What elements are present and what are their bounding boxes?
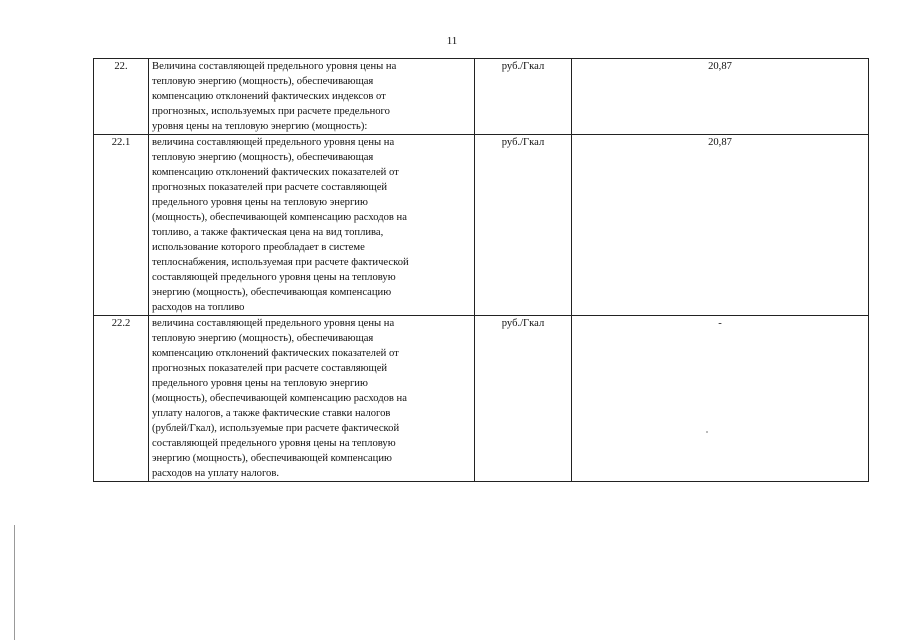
row-unit: руб./Гкал xyxy=(475,59,572,135)
scan-speck xyxy=(706,431,708,433)
description-line: предельного уровня цены на тепловую энергию xyxy=(152,378,368,389)
description-line: прогнозных, используемых при расчете предельного xyxy=(152,106,390,117)
description-line: прогнозных показателей при расчете составляющей xyxy=(152,182,388,193)
row-unit: руб./Гкал xyxy=(475,135,572,316)
description-line: составляющей предельного уровня цены на тепловую xyxy=(152,272,396,283)
description-line: (рублей/Гкал), используемые при расчете фактической xyxy=(152,423,400,434)
description-line: использование которого преобладает в системе xyxy=(152,242,365,253)
row-description xyxy=(149,135,475,316)
description-line: топливо, а также фактическая цена на вид топлива, xyxy=(152,227,384,238)
description-line: тепловую энергию (мощность), обеспечивающая xyxy=(152,152,374,163)
description-line: Величина составляющей предельного уровня цены на xyxy=(152,61,397,72)
row-number: 22.1 xyxy=(94,135,149,316)
description-line: величина составляющей предельного уровня цены на xyxy=(152,137,395,148)
row-number: 22.2 xyxy=(94,316,149,482)
row-value: 20,87 xyxy=(572,135,869,316)
description-line: компенсацию отклонений фактических индексов от xyxy=(152,91,386,102)
description-line: компенсацию отклонений фактических показателей от xyxy=(152,167,399,178)
scan-margin-line xyxy=(14,525,15,640)
description-line: величина составляющей предельного уровня цены на xyxy=(152,318,395,329)
row-value: 20,87 xyxy=(572,59,869,135)
description-line: прогнозных показателей при расчете составляющей xyxy=(152,363,388,374)
table-row xyxy=(94,316,869,482)
row-description xyxy=(149,316,475,482)
description-line: энергию (мощность), обеспечивающей компенсацию xyxy=(152,453,392,464)
description-line: тепловую энергию (мощность), обеспечивающая xyxy=(152,76,374,87)
description-line: составляющей предельного уровня цены на тепловую xyxy=(152,438,396,449)
description-line: расходов на уплату налогов. xyxy=(152,468,279,479)
description-line: (мощность), обеспечивающей компенсацию расходов на xyxy=(152,393,407,404)
row-value: - xyxy=(572,316,869,482)
description-line: энергию (мощность), обеспечивающая компенсацию xyxy=(152,287,392,298)
row-unit: руб./Гкал xyxy=(475,316,572,482)
description-line: теплоснабжения, используемая при расчете фактической xyxy=(152,257,409,268)
table-row xyxy=(94,135,869,316)
row-description xyxy=(149,59,475,135)
description-line: компенсацию отклонений фактических показателей от xyxy=(152,348,399,359)
page-number: 11 xyxy=(446,35,458,47)
row-number: 22. xyxy=(94,59,149,135)
description-line: предельного уровня цены на тепловую энергию xyxy=(152,197,368,208)
description-line: тепловую энергию (мощность), обеспечивающая xyxy=(152,333,374,344)
description-line: уплату налогов, а также фактические ставки налогов xyxy=(152,408,391,419)
description-line: уровня цены на тепловую энергию (мощность): xyxy=(152,121,368,132)
tariff-table xyxy=(93,58,869,482)
table-row xyxy=(94,59,869,135)
description-line: расходов на топливо xyxy=(152,302,245,313)
description-line: (мощность), обеспечивающей компенсацию расходов на xyxy=(152,212,407,223)
